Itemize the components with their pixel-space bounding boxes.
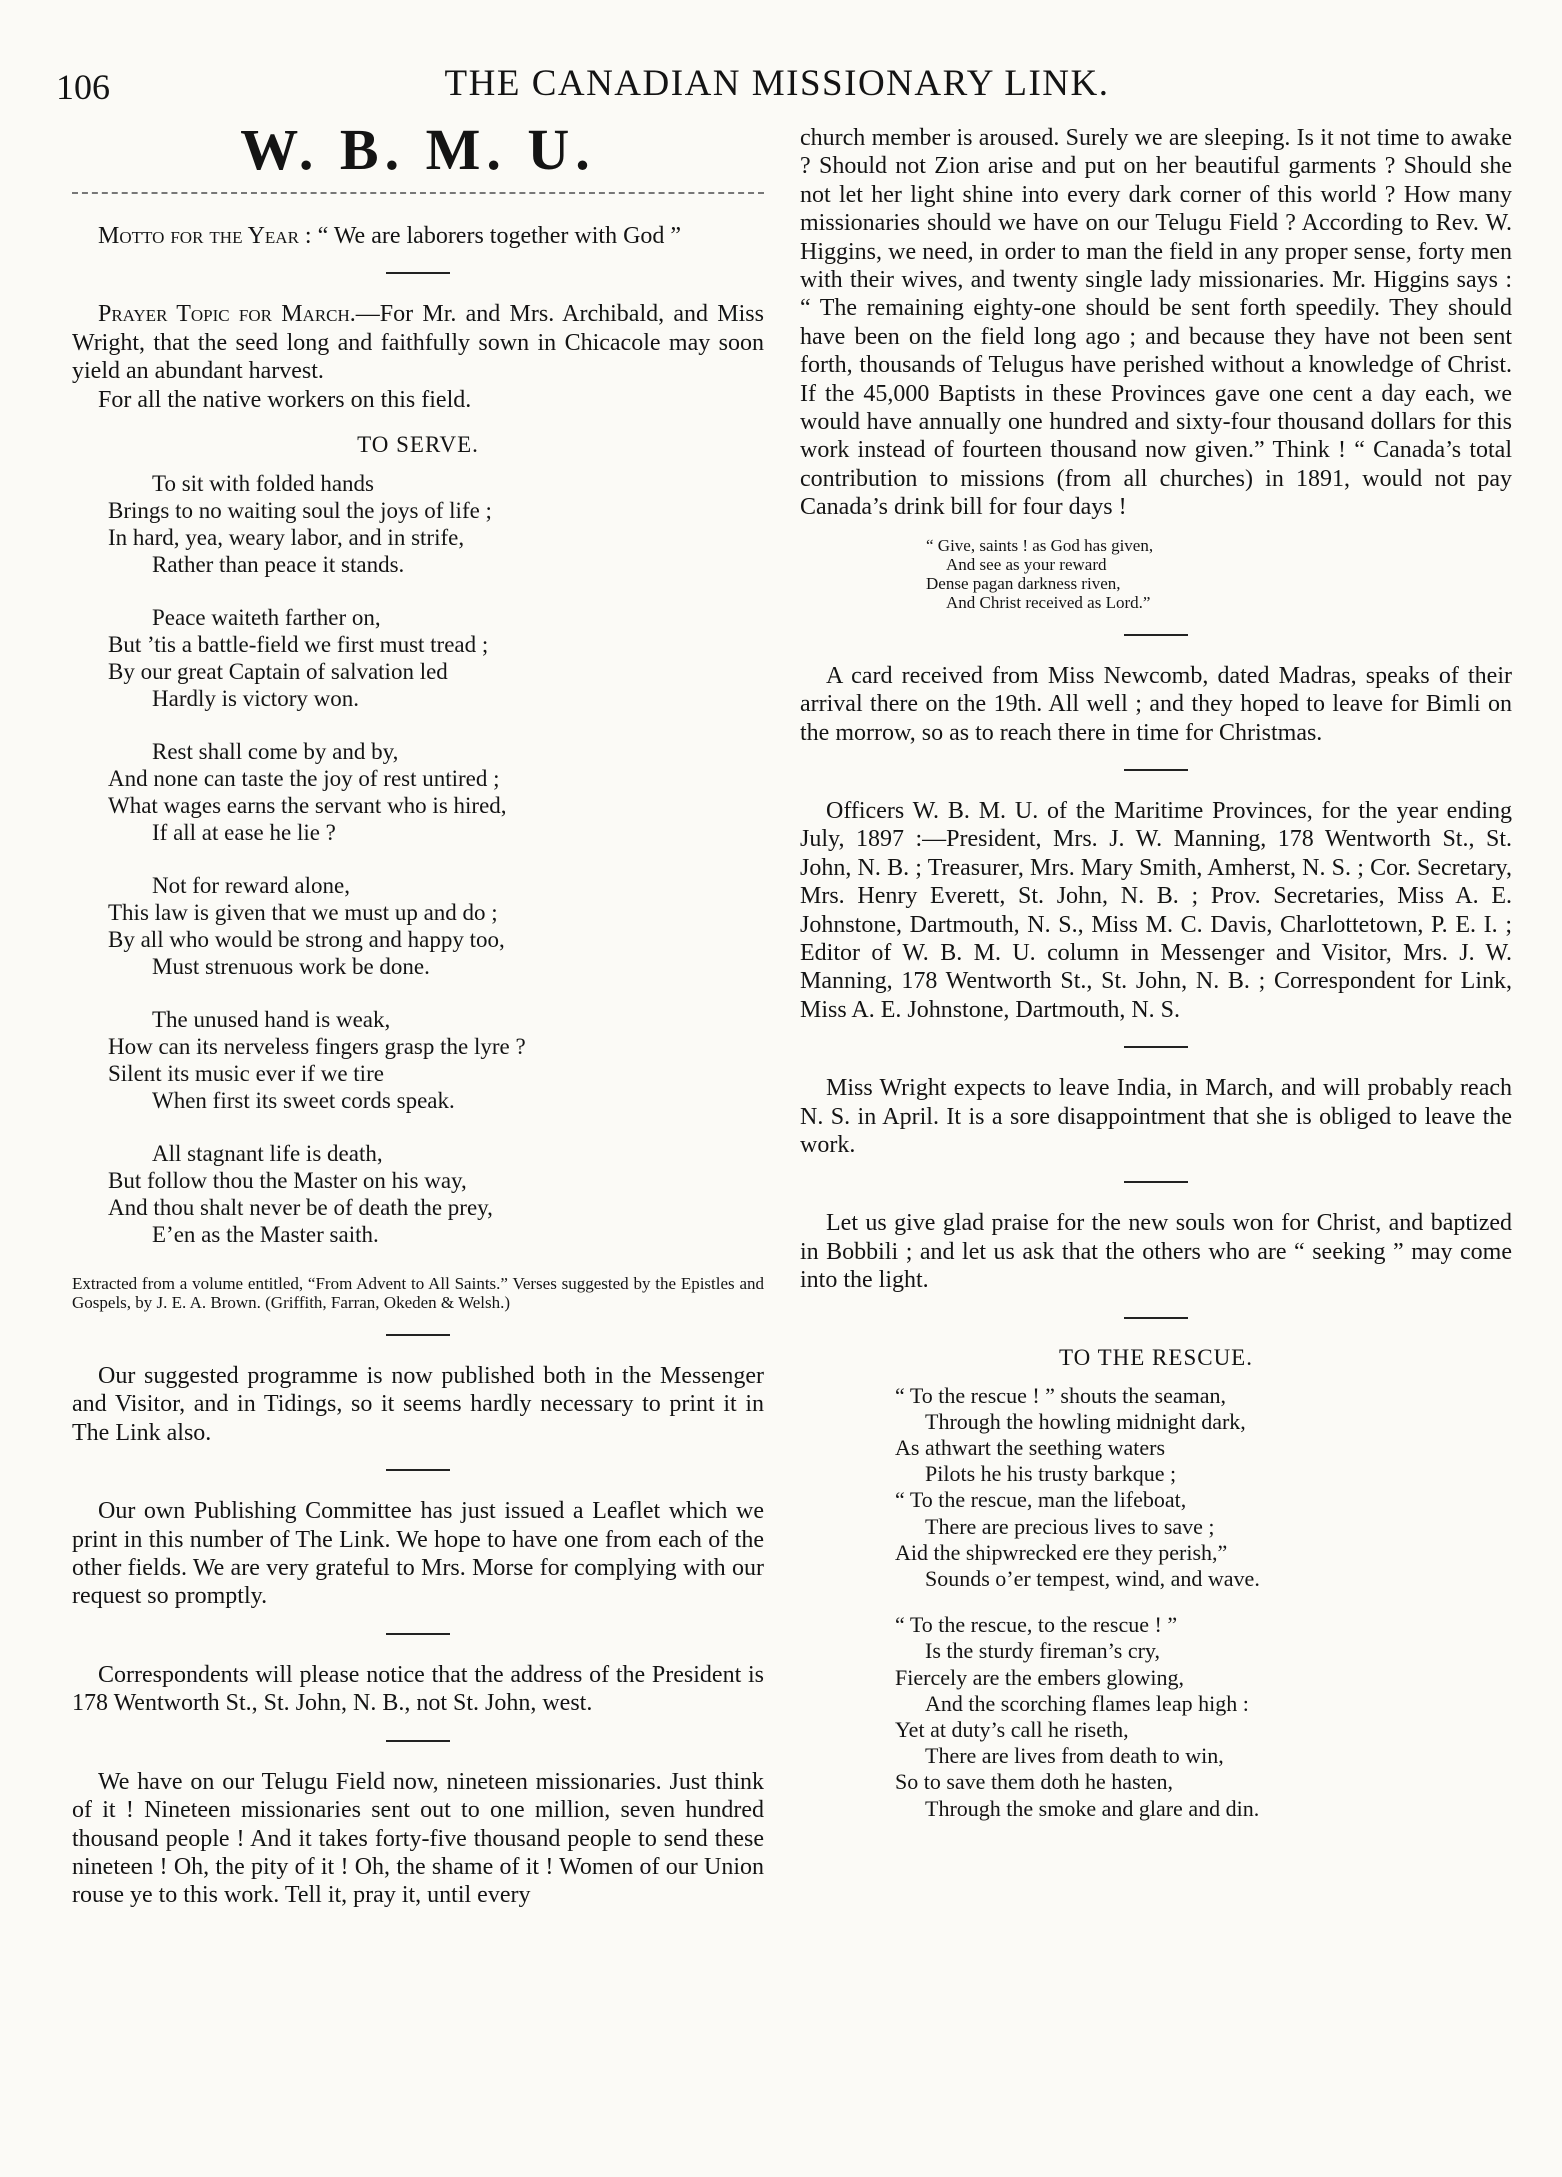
divider bbox=[386, 1469, 450, 1471]
poem-line: And the scorching flames leap high : bbox=[925, 1690, 1249, 1716]
poem-stanza bbox=[72, 1006, 764, 1114]
poem-line: Not for reward alone, bbox=[152, 873, 350, 899]
prayer-label: Prayer Topic for March. bbox=[98, 301, 356, 328]
poem-line: Is the sturdy fireman’s cry, bbox=[925, 1638, 1161, 1664]
divider bbox=[1124, 1317, 1188, 1319]
journal-title: THE CANADIAN MISSIONARY LINK. bbox=[444, 63, 1110, 104]
telugu-field-paragraph: We have on our Telugu Field now, nineteen missionaries. Just think of it ! Nineteen missionaries sent out to one million, seven hundred thousand people ! And it takes forty-five thousand people to send these nineteen ! Oh, the pity of it ! Oh, the shame of it ! Women of our Union rouse ye to this work. Tell it, pray it, until every bbox=[72, 1768, 764, 1909]
divider bbox=[1124, 1181, 1188, 1183]
rescue-poem-title: TO THE RESCUE. bbox=[1059, 1344, 1253, 1370]
poem-line: Hardly is victory won. bbox=[152, 686, 359, 712]
poem-line: But follow thou the Master on his way, bbox=[108, 1168, 467, 1194]
officers-paragraph: Officers W. B. M. U. of the Maritime Provinces, for the year ending July, 1897 :—President, Mrs. J. W. Manning, 178 Wentworth St., St. John, N. B. ; Treasurer, Mrs. Mary Smith, Amherst, N. S. ; Cor. Secretary, Mrs. Henry Everett, St. John, N. B. ; Prov. Secretaries, Miss A. E. Johnstone, Dartmouth, N. S., Miss M. C. Davis, Charlottetown, P. E. I. ; Editor of W. B. M. U. column in Messenger and Visitor, Mrs. J. W. Manning, 178 Wentworth St., St. John, N. B. ; Correspondent for Link, Miss A. E. Johnstone, Dartmouth, N. S. bbox=[800, 797, 1512, 1023]
poem-line: There are lives from death to win, bbox=[925, 1743, 1224, 1769]
leaflet-paragraph: Our own Publishing Committee has just issued a Leaflet which we print in this number of The Link. We hope to have one from each of the other fields. We are very grateful to Mrs. Morse for complying with our request so promptly. bbox=[72, 1498, 764, 1610]
poem-line: Through the smoke and glare and din. bbox=[925, 1795, 1260, 1821]
divider bbox=[386, 1334, 450, 1336]
poem-line: In hard, yea, weary labor, and in strife, bbox=[108, 525, 465, 551]
motto-text: “ We are laborers together with God ” bbox=[317, 223, 682, 249]
poem-title: TO SERVE. bbox=[357, 432, 479, 458]
poem-line: Silent its music ever if we tire bbox=[108, 1061, 384, 1087]
verse-line: And see as your reward bbox=[946, 554, 1107, 574]
poem-line: All stagnant life is death, bbox=[152, 1141, 383, 1167]
divider bbox=[1124, 769, 1188, 771]
poem-line: Rather than peace it stands. bbox=[152, 552, 405, 578]
poem-line: E’en as the Master saith. bbox=[152, 1222, 379, 1248]
prayer-topic bbox=[72, 300, 764, 385]
page-number: 106 bbox=[56, 67, 110, 107]
poem-line: By our great Captain of salvation led bbox=[108, 659, 448, 685]
right-column bbox=[800, 124, 1512, 1842]
address-paragraph: Correspondents will please notice that the address of the President is 178 Wentworth St., St. John, N. B., not St. John, west. bbox=[72, 1661, 764, 1717]
poem-line: “ To the rescue ! ” shouts the seaman, bbox=[895, 1382, 1226, 1408]
poem-line: Aid the shipwrecked ere they perish,” bbox=[895, 1539, 1228, 1565]
divider bbox=[386, 1740, 450, 1742]
poem-line: If all at ease he lie ? bbox=[152, 820, 336, 846]
poem-note: Extracted from a volume entitled, “From Advent to All Saints.” Verses suggested by the Epistles and Gospels, by J. E. A. Brown. (Griffith, Farran, Okeden & Welsh.) bbox=[72, 1274, 764, 1313]
heading-divider bbox=[72, 192, 764, 194]
poem-line: There are precious lives to save ; bbox=[925, 1513, 1215, 1539]
poem-line: And none can taste the joy of rest untired ; bbox=[108, 766, 500, 792]
poem-line: But ’tis a battle-field we first must tread ; bbox=[108, 632, 489, 658]
poem-stanza bbox=[72, 604, 764, 712]
poem-to-the-rescue bbox=[895, 1383, 1512, 1822]
poem-line: How can its nerveless fingers grasp the lyre ? bbox=[108, 1034, 526, 1060]
divider bbox=[1124, 1046, 1188, 1048]
verse-line: Dense pagan darkness riven, bbox=[926, 573, 1121, 593]
prayer-text: —For Mr. and Mrs. Archibald, and Miss Wright, that the seed long and faithfully sown in Chicacole may soon yield an abundant harvest. bbox=[72, 301, 764, 385]
poem-line: “ To the rescue, to the rescue ! ” bbox=[895, 1612, 1178, 1638]
wright-paragraph: Miss Wright expects to leave India, in March, and will probably reach N. S. in April. It is a sore disappointment that she is obliged to leave the work. bbox=[800, 1075, 1512, 1158]
verse-line: “ Give, saints ! as God has given, bbox=[926, 535, 1154, 555]
poem-line: Through the howling midnight dark, bbox=[925, 1408, 1246, 1434]
poem-line: Peace waiteth farther on, bbox=[152, 605, 381, 631]
poem-stanza bbox=[72, 470, 764, 578]
page-header bbox=[42, 56, 1512, 116]
divider bbox=[1124, 634, 1188, 636]
poem-line: Pilots he his trusty barkque ; bbox=[925, 1461, 1177, 1487]
continued-paragraph: church member is aroused. Surely we are sleeping. Is it not time to awake ? Should not Zion arise and put on her beautiful garments ? Should she not let her light shine into every dark corner of this world ? How many missionaries should we have on our Telugu Field ? According to Rev. W. Higgins, we need, in order to man the field in any proper sense, forty men with their wives, and twenty single lady missionaries. Mr. Higgins says : “ The remaining eighty-one should be sent forth speedily. They should have been on the field long ago ; and because they have not been sent forth, thousands of Telugus have perished without a knowledge of Christ. If the 45,000 Baptists in these Provinces gave one cent a day each, we would have annually one hundred and sixty-four thousand dollars for this work instead of fourteen thousand now given.” Think ! “ Canada’s total contribution to missions (from all churches) in 1891, would not pay Canada’s drink bill for four days ! bbox=[800, 125, 1512, 521]
left-column bbox=[72, 118, 764, 1910]
poem-line: Must strenuous work be done. bbox=[152, 954, 430, 980]
prayer-topic-2: For all the native workers on this field. bbox=[98, 386, 472, 413]
motto-label: Motto for the Year : bbox=[98, 223, 312, 249]
poem-line: As athwart the seething waters bbox=[895, 1435, 1166, 1460]
poem-to-serve bbox=[72, 470, 764, 1248]
poem-line: To sit with folded hands bbox=[152, 471, 374, 497]
poem-stanza bbox=[895, 1612, 1512, 1822]
poem-line: Brings to no waiting soul the joys of life ; bbox=[108, 498, 492, 524]
poem-line: The unused hand is weak, bbox=[152, 1007, 391, 1033]
poem-stanza bbox=[72, 1140, 764, 1248]
poem-line: Rest shall come by and by, bbox=[152, 739, 399, 765]
poem-stanza bbox=[72, 738, 764, 846]
motto-paragraph bbox=[72, 222, 764, 250]
divider bbox=[386, 272, 450, 274]
divider bbox=[386, 1633, 450, 1635]
poem-line: By all who would be strong and happy too, bbox=[108, 927, 505, 953]
card-paragraph: A card received from Miss Newcomb, dated Madras, speaks of their arrival there on the 19th. All well ; and they hoped to leave for Bimli on the morrow, so as to reach there in time for Christmas. bbox=[800, 662, 1512, 746]
praise-paragraph: Let us give glad praise for the new souls won for Christ, and baptized in Bobbili ; and let us ask that the others who are “ seeking ” may come into the light. bbox=[800, 1210, 1512, 1294]
poem-line: “ To the rescue, man the lifeboat, bbox=[895, 1487, 1187, 1513]
poem-line: What wages earns the servant who is hired, bbox=[108, 793, 507, 819]
poem-line: Fiercely are the embers glowing, bbox=[895, 1664, 1184, 1690]
poem-line: And thou shalt never be of death the prey, bbox=[108, 1195, 493, 1221]
poem-stanza bbox=[895, 1383, 1512, 1593]
poem-line: This law is given that we must up and do ; bbox=[108, 900, 498, 926]
poem-line: Yet at duty’s call he riseth, bbox=[895, 1717, 1129, 1743]
poem-stanza bbox=[72, 872, 764, 980]
verse-line: And Christ received as Lord.” bbox=[946, 592, 1151, 612]
programme-paragraph: Our suggested programme is now published both in the Messenger and Visitor, and in Tidings, so it seems hardly necessary to print it in The Link also. bbox=[72, 1363, 764, 1446]
section-heading: W. B. M. U. bbox=[240, 117, 596, 182]
poem-line: So to save them doth he hasten, bbox=[895, 1769, 1174, 1795]
poem-line: When first its sweet cords speak. bbox=[152, 1088, 455, 1114]
quoted-verse bbox=[926, 536, 1512, 612]
poem-line: Sounds o’er tempest, wind, and wave. bbox=[925, 1566, 1260, 1592]
